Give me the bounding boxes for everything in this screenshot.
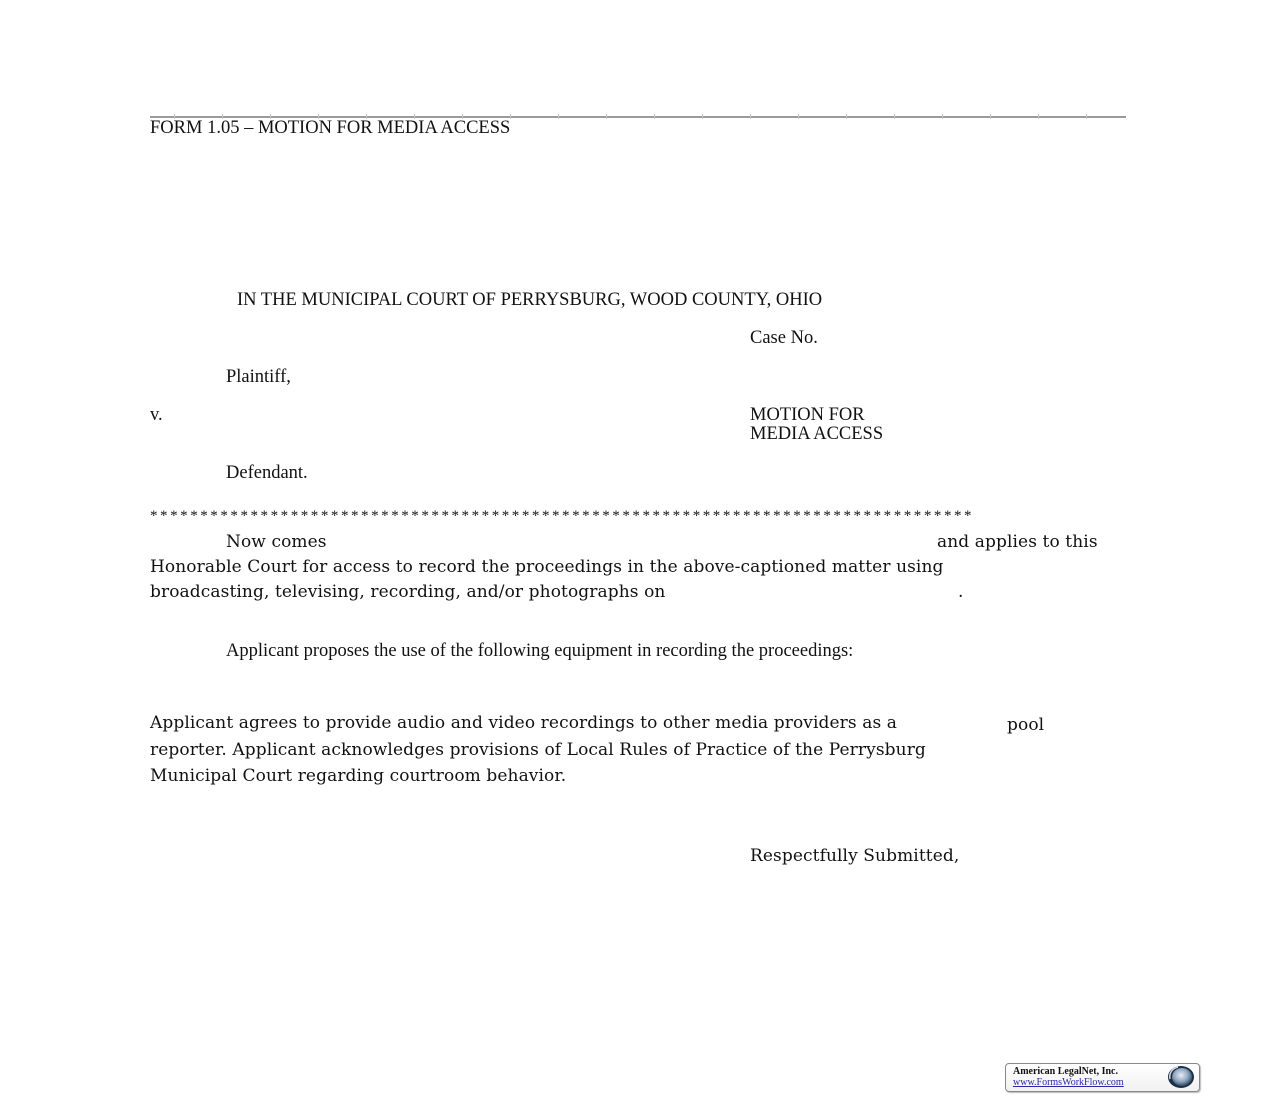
paragraph3-line1: Applicant agrees to provide audio and video recordings to other media providers as a [150, 713, 898, 733]
motion-title-line2: MEDIA ACCESS [750, 424, 884, 444]
closing-text: Respectfully Submitted, [750, 846, 960, 866]
rule-tick [798, 114, 799, 119]
footer-badge[interactable] [1005, 1063, 1200, 1092]
website-link[interactable]: www.FormsWorkFlow.com [1013, 1077, 1124, 1088]
motion-title-line1: MOTION FOR [750, 405, 865, 425]
rule-tick [942, 114, 943, 119]
paragraph3-line1-tail: pool [1007, 715, 1045, 735]
now-comes-text: Now comes [226, 532, 327, 552]
rule-tick [702, 114, 703, 119]
form-title: FORM 1.05 – MOTION FOR MEDIA ACCESS [150, 118, 511, 138]
rule-tick [990, 114, 991, 119]
company-name: American LegalNet, Inc. [1013, 1066, 1118, 1077]
globe-icon [1166, 1065, 1196, 1089]
paragraph1-line2: Honorable Court for access to record the proceedings in the above-captioned matter using [150, 557, 944, 577]
asterisk-separator: ********************************************************************************** [150, 508, 975, 524]
case-number-label: Case No. [750, 328, 818, 348]
rule-tick [654, 114, 655, 119]
rule-tick [1038, 114, 1039, 119]
plaintiff-label: Plaintiff, [226, 367, 291, 387]
rule-tick [750, 114, 751, 119]
paragraph3-line2: reporter. Applicant acknowledges provisions of Local Rules of Practice of the Perrysburg [150, 740, 926, 760]
paragraph1-period: . [958, 582, 964, 602]
rule-tick [606, 114, 607, 119]
versus-label: v. [150, 405, 163, 425]
paragraph3-line3: Municipal Court regarding courtroom behavior. [150, 766, 567, 786]
rule-tick [894, 114, 895, 119]
rule-tick [558, 114, 559, 119]
applies-text: and applies to this [937, 532, 1098, 552]
paragraph1-line3: broadcasting, televising, recording, and/or photographs on [150, 582, 666, 602]
equipment-statement: Applicant proposes the use of the following equipment in recording the proceedings: [226, 641, 854, 661]
defendant-label: Defendant. [226, 463, 308, 483]
court-heading: IN THE MUNICIPAL COURT OF PERRYSBURG, WOOD COUNTY, OHIO [237, 290, 823, 310]
rule-tick [846, 114, 847, 119]
rule-tick [1086, 114, 1087, 119]
